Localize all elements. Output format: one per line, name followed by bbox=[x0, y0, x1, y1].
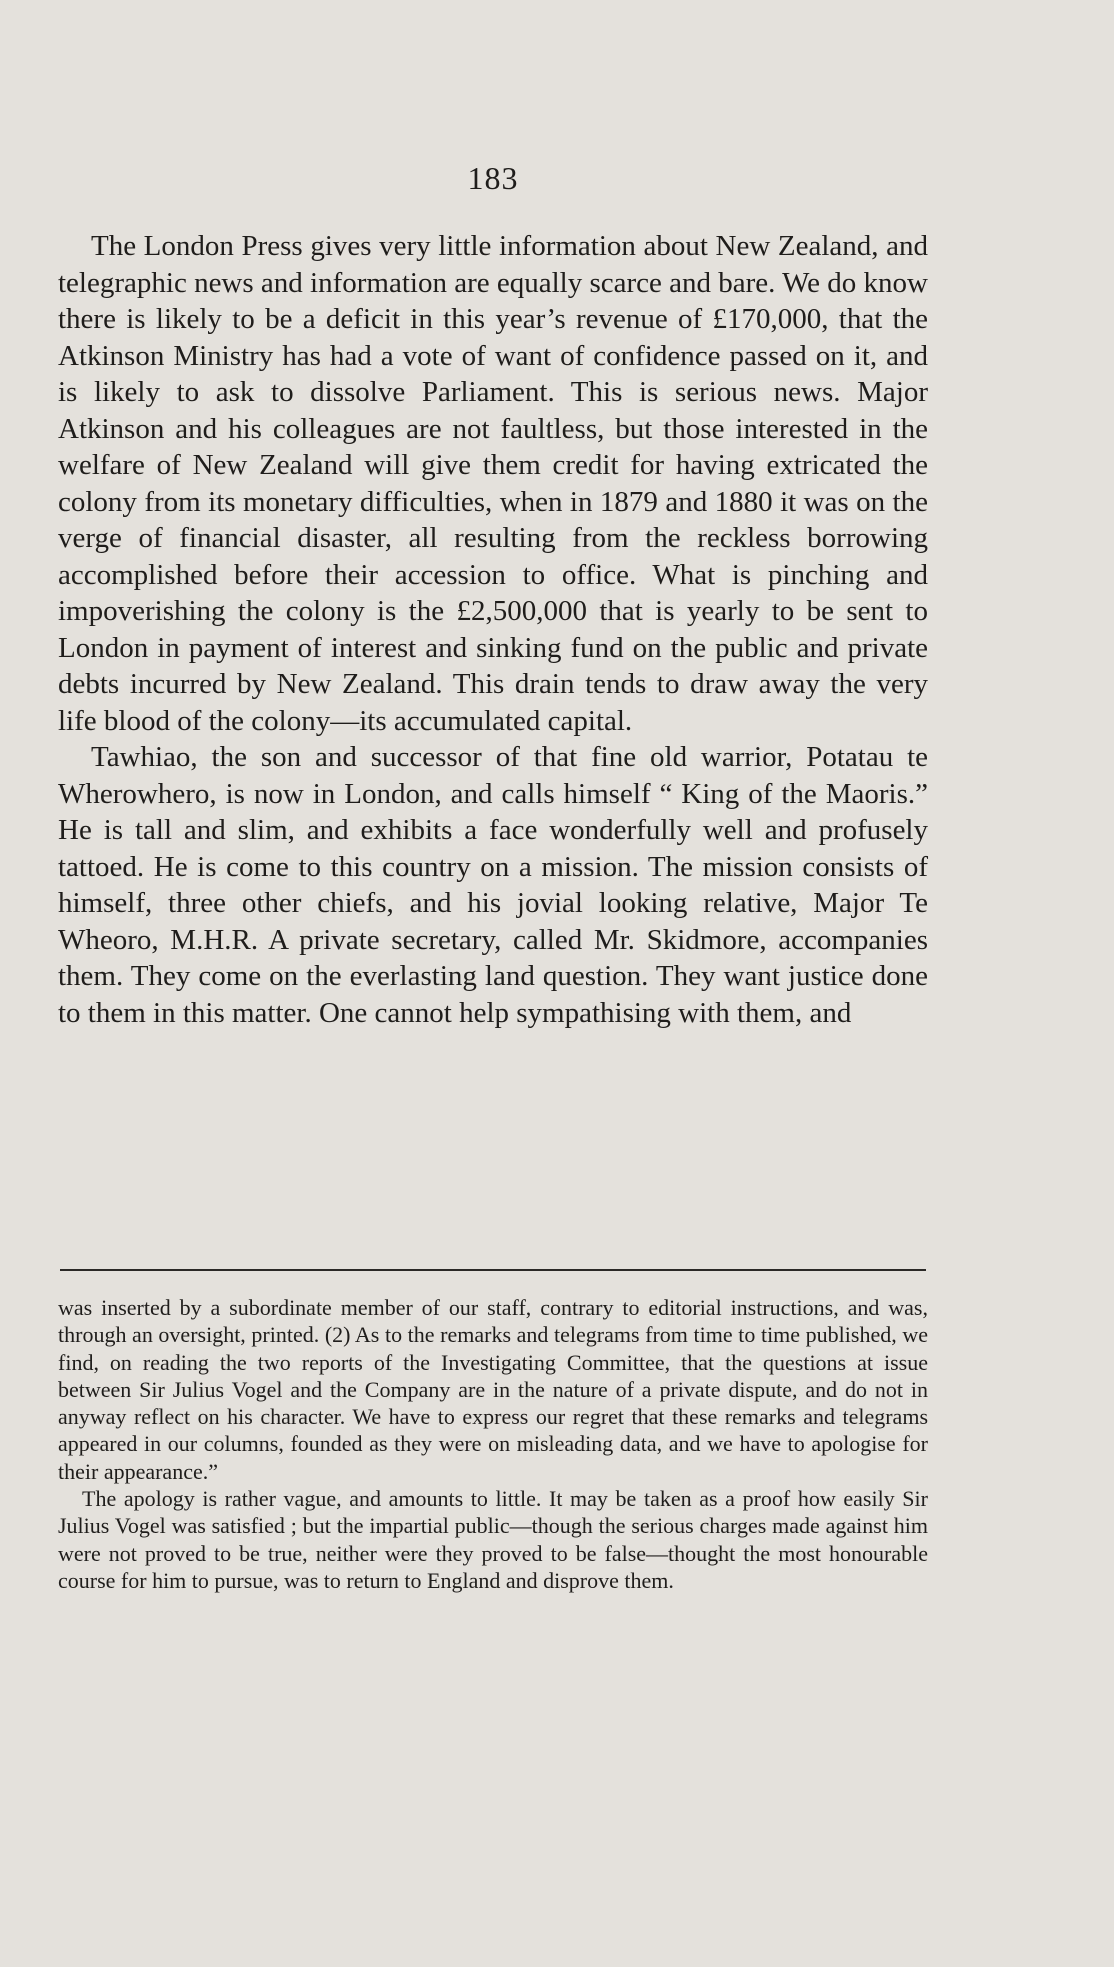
book-page bbox=[58, 0, 928, 1967]
footnote-paragraph: The apology is rather vague, and amounts to little. It may be taken as a proof how easily Sir Julius Vogel was satisfied ; but the impartial public—though the serious charges made against him were not proved to be true, neither were they proved to be false—thought the most honourable course for him to pursue, was to return to England and disprove them. bbox=[58, 1486, 928, 1593]
body-paragraph: The London Press gives very little information about New Zealand, and telegraphic news and information are equally scarce and bare. We do know there is likely to be a deficit in this year’s revenue of £170,000, that the Atkinson Ministry has had a vote of want of confidence passed on it, and is likely to ask to dissolve Parliament. This is serious news. Major Atkinson and his colleagues are not faultless, but those interested in the welfare of New Zealand will give them credit for having extricated the colony from its monetary difficulties, when in 1879 and 1880 it was on the verge of financial disaster, all resulting from the reckless borrowing accomplished before their accession to office. What is pinching and impoverishing the colony is the £2,500,000 that is yearly to be sent to London in payment of interest and sinking fund on the public and private debts incurred by New Zealand. This drain tends to draw away the very life blood of the colony—its accumulated capital. bbox=[58, 230, 928, 737]
footnote-divider bbox=[60, 1269, 926, 1271]
main-text bbox=[58, 228, 928, 1031]
page-number: 183 bbox=[467, 160, 519, 196]
body-paragraph: Tawhiao, the son and successor of that fine old warrior, Potatau te Wherowhero, is now in London, and calls himself “ King of the Maoris.” He is tall and slim, and exhibits a face wonderfully well and profusely tattoed. He is come to this country on a mission. The mission consists of himself, three other chiefs, and his jovial looking relative, Major Te Wheoro, M.H.R. A private secretary, called Mr. Skidmore, accompanies them. They come on the everlasting land question. They want justice done to them in this matter. One cannot help sympathising with them, and bbox=[58, 741, 928, 1029]
footnote-paragraph: was inserted by a subordinate member of our staff, contrary to editorial instructions, and was, through an oversight, printed. (2) As to the remarks and telegrams from time to time published, we find, on reading the two reports of the Investigating Committee, that the questions at issue between Sir Julius Vogel and the Company are in the nature of a private dispute, and do not in anyway reflect on his character. We have to express our regret that these remarks and telegrams appeared in our columns, founded as they were on misleading data, and we have to apologise for their appearance.” bbox=[58, 1295, 928, 1484]
footnote bbox=[58, 1294, 928, 1594]
